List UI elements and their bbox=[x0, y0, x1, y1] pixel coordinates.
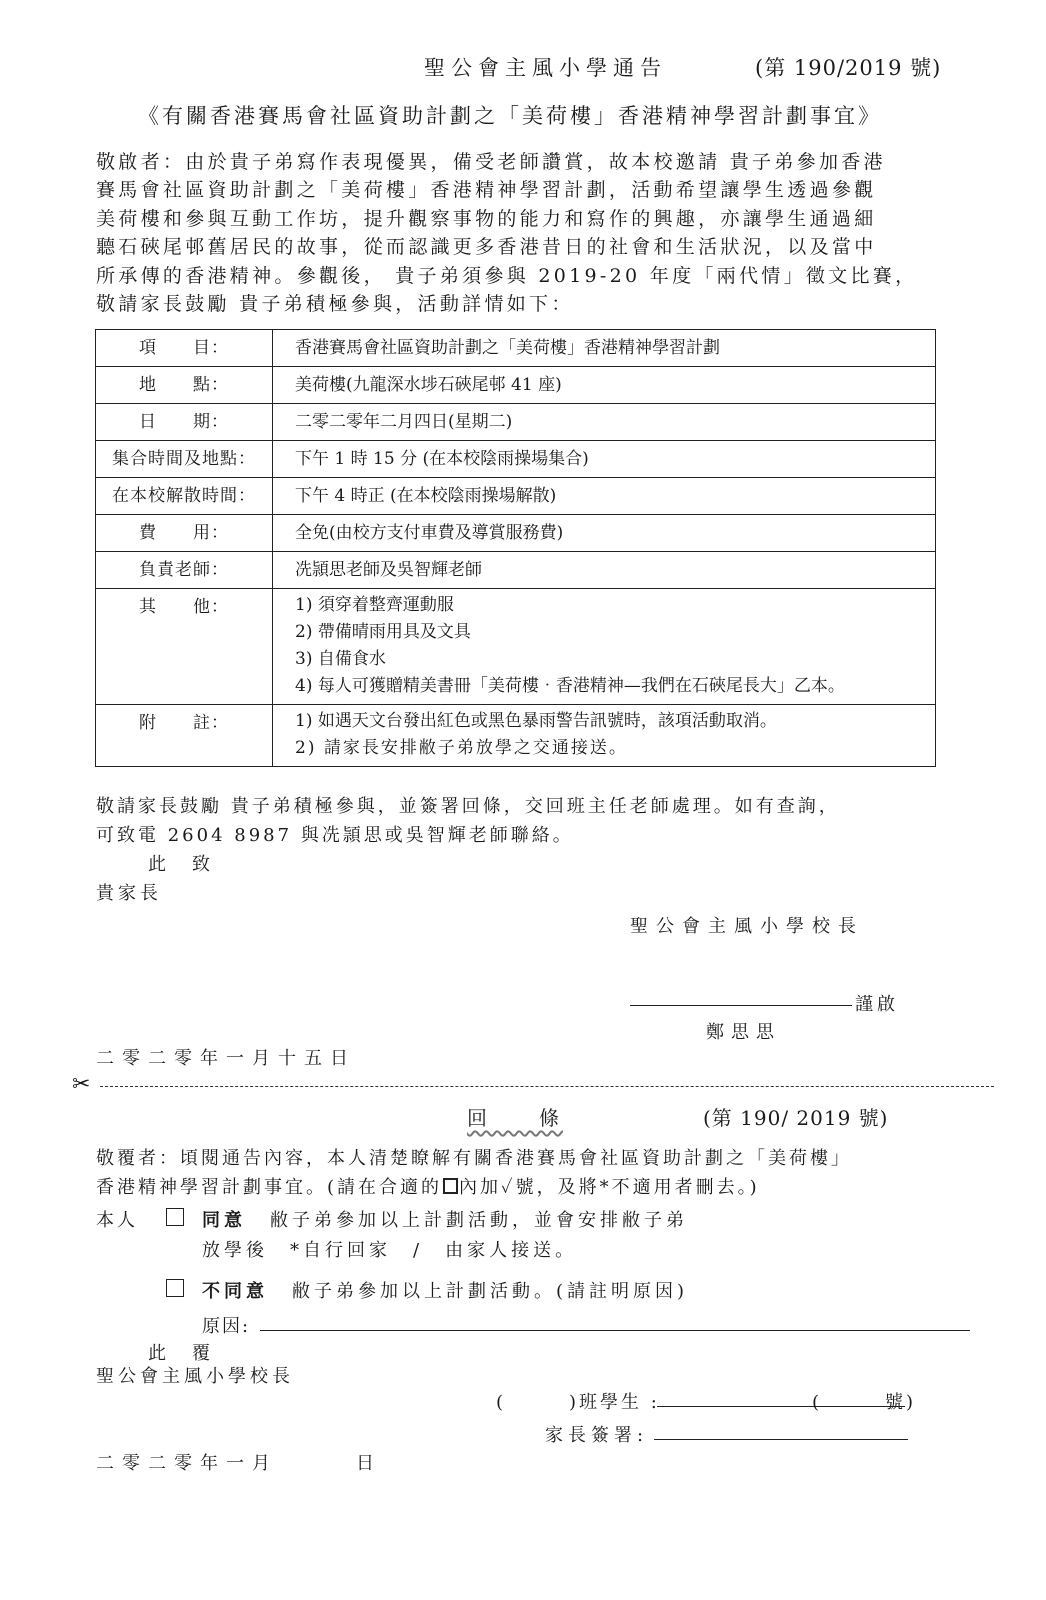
parent-signature-label: 家長簽署: bbox=[545, 1425, 649, 1446]
table-row bbox=[96, 330, 936, 367]
row-value: 冼頴思老師及吳智輝老師 bbox=[273, 552, 936, 589]
row-label: 地 點： bbox=[96, 367, 273, 404]
row-label: 在本校解散時間： bbox=[96, 478, 273, 515]
reply-date: 二零二零年一月 日 bbox=[96, 1453, 382, 1474]
intro-line: 敬啟者：由於貴子弟寫作表現優異，備受老師讚賞，故本校邀請 貴子弟參加香港 bbox=[96, 151, 886, 173]
table-row bbox=[96, 478, 936, 515]
parent-signature-field[interactable] bbox=[654, 1439, 908, 1440]
row-value: 美荷樓(九龍深水埗石硤尾邨 41 座) bbox=[273, 367, 936, 404]
reason-label: 原因: bbox=[202, 1316, 251, 1337]
agree-checkbox[interactable] bbox=[166, 1208, 184, 1226]
student-number-field: ( 號) bbox=[812, 1392, 917, 1413]
row-label: 日 期： bbox=[96, 404, 273, 441]
table-row bbox=[96, 515, 936, 552]
notice-title: 聖公會主風小學通告 bbox=[424, 56, 667, 80]
ci-zhi: 此 致 bbox=[148, 854, 214, 875]
disagree-text: 敝子弟參加以上計劃活動。(請註明原因) bbox=[292, 1281, 689, 1302]
closing-line: 敬請家長鼓勵 貴子弟積極參與，並簽署回條，交回班主任老師處理。如有查詢， bbox=[96, 796, 840, 817]
recipient: 貴家長 bbox=[96, 883, 162, 904]
table-row bbox=[96, 552, 936, 589]
disagree-label: 不同意 bbox=[202, 1281, 268, 1302]
table-row bbox=[96, 404, 936, 441]
ci-fu: 此 覆 bbox=[148, 1343, 214, 1364]
notice-date: 二零二零年一月十五日 bbox=[96, 1048, 356, 1069]
closing-paragraph bbox=[96, 792, 840, 850]
table-row-others bbox=[96, 589, 936, 705]
reply-number: (第 190/ 2019 號) bbox=[703, 1106, 889, 1130]
scissors-icon: ✂ bbox=[72, 1072, 91, 1097]
intro-line: 美荷樓和參與互動工作坊，提升觀察事物的能力和寫作的興趣，亦讓學生通過細 bbox=[96, 207, 877, 230]
table-row-notes bbox=[96, 705, 936, 767]
intro-line: 賽馬會社區資助計劃之「美荷樓」香港精神學習計劃，活動希望讓學生透過參觀 bbox=[96, 179, 877, 202]
principal-name: 鄭思思 bbox=[706, 1022, 781, 1043]
self-label: 本人 bbox=[96, 1210, 138, 1231]
intro-line: 敬請家長鼓勵 貴子弟積極參與，活動詳情如下： bbox=[96, 293, 574, 316]
list-item: 1) 如遇天文台發出紅色或黑色暴雨警告訊號時，該項活動取消。 bbox=[295, 711, 777, 731]
intro-line: 所承傳的香港精神。參觀後， 貴子弟須參與 2019-20 年度「兩代情」徵文比賽， bbox=[96, 264, 918, 287]
row-label: 負責老師： bbox=[96, 552, 273, 589]
reply-title: 回 條 bbox=[467, 1106, 563, 1130]
checkbox-symbol-icon bbox=[443, 1178, 458, 1194]
others-list bbox=[273, 589, 936, 705]
list-item: 2) 帶備晴雨用具及文具 bbox=[295, 622, 471, 642]
reply-recipient: 聖公會主風小學校長 bbox=[96, 1366, 294, 1387]
row-label: 集合時間及地點： bbox=[96, 441, 273, 478]
list-item: 2) 請家長安排敝子弟放學之交通接送。 bbox=[295, 738, 628, 758]
row-label: 費 用： bbox=[96, 515, 273, 552]
notice-subtitle: 《有關香港賽馬會社區資助計劃之「美荷樓」香港精神學習計劃事宜》 bbox=[138, 104, 882, 128]
notes-list bbox=[273, 705, 936, 767]
list-item: 1) 須穿着整齊運動服 bbox=[295, 595, 454, 615]
list-item: 3) 自備食水 bbox=[295, 649, 386, 669]
table-row bbox=[96, 367, 936, 404]
reason-field[interactable] bbox=[260, 1330, 970, 1331]
row-value: 香港賽馬會社區資助計劃之「美荷樓」香港精神學習計劃 bbox=[273, 330, 936, 367]
intro-line: 聽石硤尾邨舊居民的故事，從而認識更多香港昔日的社會和生活狀況，以及當中 bbox=[96, 236, 877, 259]
cut-line-divider bbox=[100, 1086, 994, 1087]
agree-line-2: 放學後 *自行回家 / 由家人接送。 bbox=[202, 1240, 578, 1261]
principal-signature-line bbox=[630, 1005, 852, 1006]
checkmark-icon: ✓ bbox=[501, 1177, 516, 1198]
row-value: 下午 1 時 15 分 (在本校陰雨操場集合) bbox=[273, 441, 936, 478]
reply-intro-line: 敬覆者：頃閱通告內容，本人清楚瞭解有關香港賽馬會社區資助計劃之「美荷樓」 bbox=[96, 1148, 852, 1169]
row-value: 二零二零年二月四日(星期二) bbox=[273, 404, 936, 441]
list-item: 4) 每人可獲贈精美書冊「美荷樓‧香港精神—我們在石硤尾長大」乙本。 bbox=[295, 676, 845, 696]
row-label: 附 註： bbox=[96, 705, 273, 767]
row-label: 項 目： bbox=[96, 330, 273, 367]
agree-text: 敝子弟參加以上計劃活動，並會安排敝子弟 bbox=[270, 1210, 688, 1231]
row-label: 其 他： bbox=[96, 589, 273, 705]
row-value: 下午 4 時正 (在本校陰雨操場解散) bbox=[273, 478, 936, 515]
reply-intro-line-2: 香港精神學習計劃事宜。(請在合適的 內加✓號，及將*不適用者刪去。) bbox=[96, 1177, 760, 1198]
details-table bbox=[95, 329, 936, 767]
sign-word: 謹啟 bbox=[855, 994, 899, 1015]
notice-number: (第 190/2019 號) bbox=[755, 56, 942, 80]
reply-intro bbox=[96, 1144, 852, 1202]
row-value: 全免(由校方支付車費及導賞服務費) bbox=[273, 515, 936, 552]
intro-paragraph bbox=[96, 148, 917, 318]
principal-title: 聖公會主風小學校長 bbox=[630, 916, 864, 937]
class-student-label: ( )班學生 : bbox=[496, 1392, 660, 1413]
agree-label: 同意 bbox=[202, 1210, 246, 1231]
closing-line: 可致電 2604 8987 與冼頴思或吳智輝老師聯絡。 bbox=[96, 825, 574, 846]
table-row bbox=[96, 441, 936, 478]
disagree-checkbox[interactable] bbox=[166, 1279, 184, 1297]
